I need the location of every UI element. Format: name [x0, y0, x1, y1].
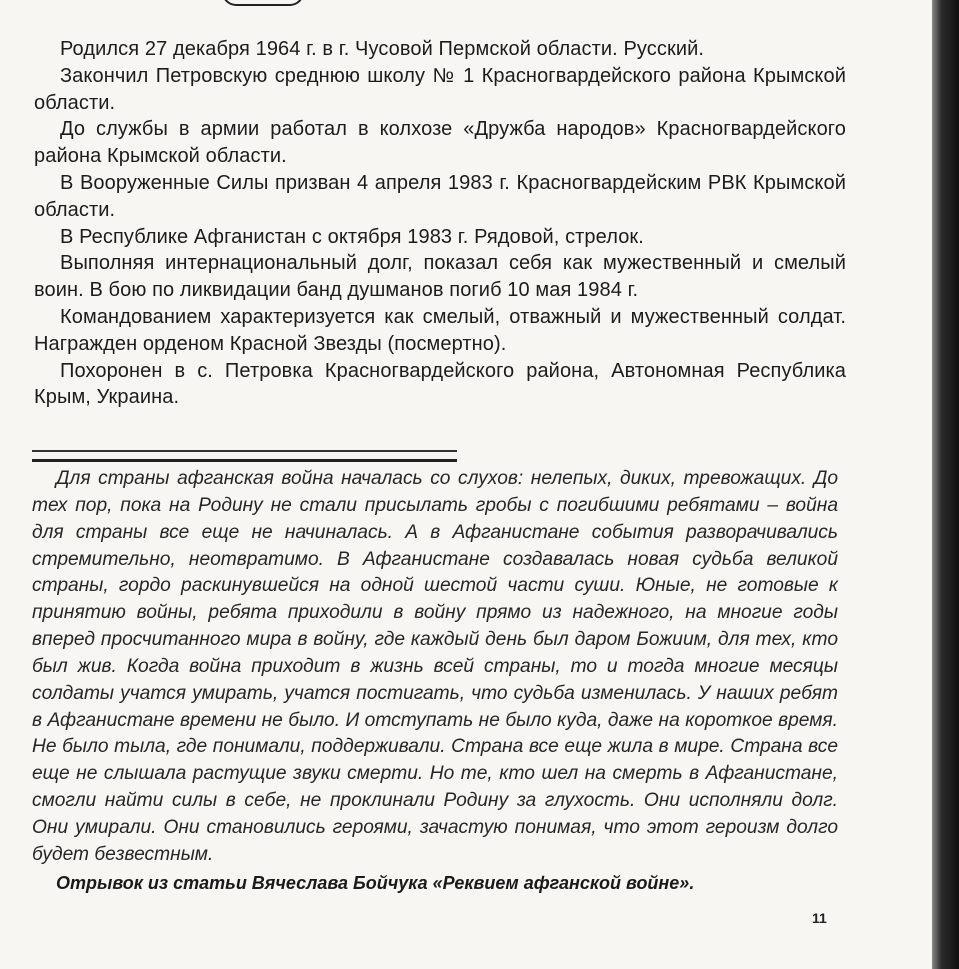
biography-paragraph: Выполняя интернациональный долг, показал себя как мужественный и смелый воин. В бою по ликвидации банд душманов погиб 10 мая 1984 г. [34, 252, 846, 302]
biography-paragraph: Командованием характеризуется как смелый, отважный и мужественный солдат. Награжден орденом Красной Звезды (посмертно). [34, 305, 846, 355]
biography-paragraph: Родился 27 декабря 1964 г. в г. Чусовой Пермской области. Русский. [60, 38, 705, 60]
quote-block [32, 466, 838, 869]
quote-source: Отрывок из статьи Вячеслава Бойчука «Реквием афганской войне». [56, 873, 695, 893]
biography-paragraph: В Вооруженные Силы призван 4 апреля 1983 г. Красногвардейским РВК Крымской области. [34, 171, 846, 221]
header-tab-decoration [222, 0, 304, 6]
quote-text: Для страны афганская война началась со слухов: нелепых, диких, тревожащих. До тех пор, пока на Родину не стали присылать гробы с погибшими ребятами – война для страны все еще не начиналась. А в Афганистане события разворачивались стремительно, неотвратимо. В Афганистане создавалась новая судьба великой страны, гордо раскинувшейся на одной шестой части суши. Юные, не готовые к принятию войны, ребята приходили в войну прямо из надежного, на многие годы вперед просчитанного мира в войну, где каждый день был даром Божиим, для тех, кто был жив. Когда война приходит в жизнь всей страны, то и тогда многие месяцы солдаты учатся умирать, учатся постигать, что судьба изменилась. У наших ребят в Афганистане времени не было. И отступать не было куда, даже на короткое время. Не было тыла, где понимали, поддерживали. Страна все еще жила в мире. Страна все еще не слышала растущие звуки смерти. Но те, кто шел на смерть в Афганистане, смогли найти силы в себе, не проклинали Родину за глухость. Они исполняли долг. Они умирали. Они становились героями, зачастую понимая, что этот героизм долго будет безвестным. [32, 468, 838, 865]
page-number: 11 [812, 910, 827, 926]
biography-paragraph: До службы в армии работал в колхозе «Дружба народов» Красногвардейского района Крымской области. [34, 118, 846, 168]
biography-paragraph: Закончил Петровскую среднюю школу № 1 Красногвардейского района Крымской области. [34, 64, 846, 114]
section-divider [32, 450, 457, 462]
book-spine-shadow [932, 0, 959, 969]
biography-section [34, 36, 846, 411]
biography-paragraph: В Республике Афганистан с октября 1983 г. Рядовой, стрелок. [60, 225, 644, 248]
biography-paragraph: Похоронен в с. Петровка Красногвардейского района, Автономная Республика Крым, Украина. [34, 359, 846, 409]
